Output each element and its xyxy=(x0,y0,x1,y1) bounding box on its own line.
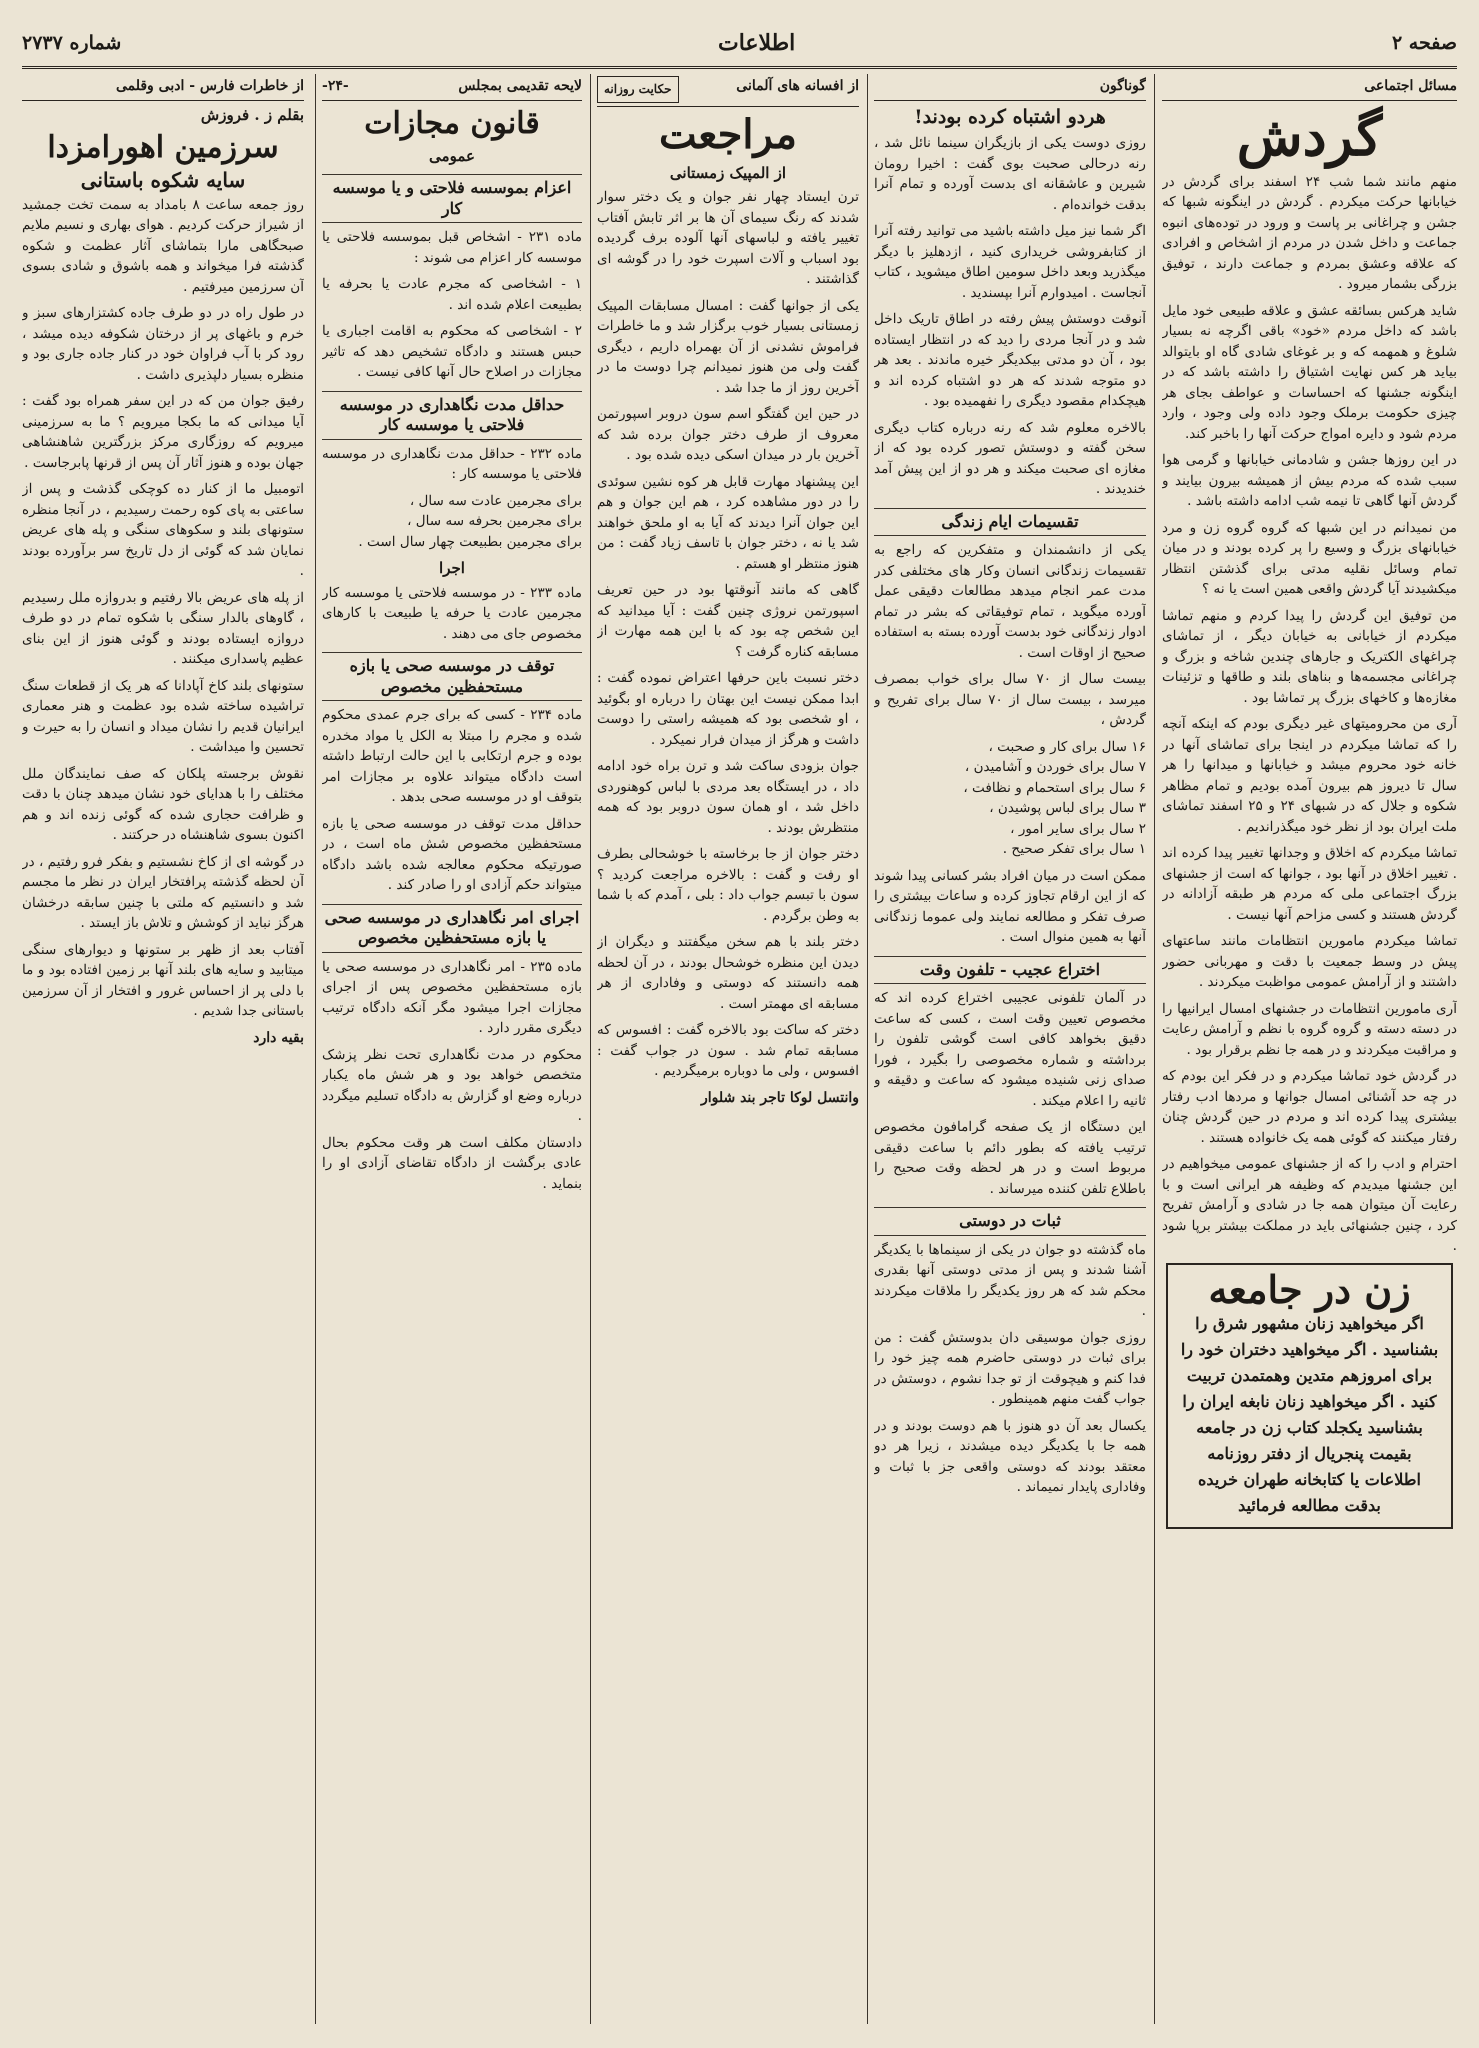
article-paragraph: حداقل مدت توقف در موسسه صحی یا بازه مستحفظین مخصوص شش ماه است ، در صورتیکه محکوم معالجه شده باشد دادگاه میتواند حکم آزادی او را صادر کند . xyxy=(322,815,582,893)
list-line: برای مجرمین بحرفه سه سال ، xyxy=(407,513,582,529)
article-paragraph: یکی از دانشمندان و متفکرین که راجع به تقسیمات زندگانی انسان وکار های مختلفی کدر مدت عمر انجام میدهد مطالعات دقیقی عمل آورده میگوید ، تمام توفیقاتی که بشر در تمام ادوار زندگانی خود بدست آورده بسته به استفاده صحیح از اوقات است . xyxy=(874,542,1146,661)
article-paragraph: منهم مانند شما شب ۲۴ اسفند برای گردش در خیابانها حرکت میکردم . گردش در اینگونه شبها که جشن و چراغانی بر پاست و ورود در توده‌های انبوه جماعت و داخل شدن در مردم از اشخاص و افرادی که علاقه وعشق بمردم و جماعت دارند ، توفیق بزرگی بشمار میرود . xyxy=(1162,173,1457,293)
section-subhead: ثبات در دوستی xyxy=(874,1207,1146,1236)
article-paragraph: بالاخره معلوم شد که رنه درباره کتاب دیگری سخن گفته و دوستش تصور کرده بود که از مغازه ای صحبت میکند و هر دو از این پیش آمد خندیدند . xyxy=(874,419,1146,498)
list-line: ۲ سال برای سایر امور ، xyxy=(1010,820,1146,837)
article-paragraph: در گوشه ای از کاخ نشستیم و بفکر فرو رفتیم ، در آن لحظه گذشته پرافتخار ایران در نظر ما مجسم شد و دانستیم که ملتی با چنین سابقه درخشان هرگز نباید از کوشش و تلاش باز ایستد . xyxy=(22,853,304,931)
page-number: صفحه ۲ xyxy=(1391,32,1457,54)
article-headline: هردو اشتباه کرده بودند! xyxy=(914,105,1106,128)
list-line: ۱۶ سال برای کار و صحبت ، xyxy=(988,738,1146,755)
column-kicker: مسائل اجتماعی xyxy=(1162,74,1457,101)
article-paragraph: این پیشنهاد مهارت قابل هر کوه نشین سوئدی را در دور مشاهده کرد ، هم این جوان و هم این جوان آنرا دیدند که آیا به او ملحق خواهند شد یا نه ، دختر جوان با تاسف زیاد گفت : من هنوز منتظر او هستم . xyxy=(597,473,859,572)
article-paragraph: ماه گذشته دو جوان در یکی از سینماها با یکدیگر آشنا شدند و پس از مدتی دوستی آنها بقدری محکم شد که هر روز یکدیگر را ملاقات میکردند . xyxy=(874,1241,1146,1320)
column-kicker: از افسانه های آلمانی حکایت روزانه xyxy=(597,74,859,107)
article-paragraph: ماده ۲۳۳ - در موسسه فلاحتی یا موسسه کار مجرمین عادت یا حرفه یا طبیعت با کارهای مخصوص جای می دهند . xyxy=(322,584,582,642)
advertisement-text: اگر میخواهید زنان مشهور شرق را بشناسید . اگر میخواهید دختران خود را برای امروزهم متدین وهمتمدن تربیت کنید . اگر میخواهید زنان نابغه ایران را بشناسید یکجلد کتاب زن در جامعه بقیمت پنجریال از دفتر روزنامه اطلاعات یا کتابخانه طهران خریده بدقت مطالعه فرمائید xyxy=(1180,1313,1439,1515)
article-paragraph: آری من محرومیتهای غیر دیگری بودم که اینکه آنچه را که تماشا میکردم در اینجا برای تماشای آنها در خانه خود محروم میشد و خیابانها و میدانها را هر سال تا دیروز هم بیرون آمده بودیم و تمام مظاهر شکوه و جلال که در شبهای ۲۴ و ۲۵ اسفند تماشای ملت ایران بود از نظر خود میگذراندیم . xyxy=(1162,716,1457,835)
column-miscellaneous xyxy=(874,74,1146,2024)
column-kicker: گوناگون xyxy=(874,74,1146,101)
column-divider xyxy=(315,74,316,2024)
article-paragraph: آنوقت دوستش پیش رفته در اطاق تاریک داخل شد و در آنجا مردی را دید که در انتظار ایستاده بود ، آن دو مدتی بیکدیگر خیره ماندند . بعد هر دو متوجه شدند که هر دو اشتباه کرده اند و هیچکدام مقصود دیگری را نفهمیده بود . xyxy=(874,311,1146,410)
article-paragraph: ترن ایستاد چهار نفر جوان و یک دختر سوار شدند که رنگ سیمای آن ها بر اثر تابش آفتاب تغییر یافته و لباسهای آنها آلوده برف گردیده بود اسباب و آلات اسپرت خود را در گوشه ای گذاشتند . xyxy=(597,189,859,287)
article-paragraph: اگر شما نیز میل داشته باشید می توانید رفته آنرا از کتابفروشی خریداری کنید ، ازدهلیز با دیگر میگذرید وبعد داخل سومین اطاق میشوید ، کتاب آنجاست . امیدوارم آنرا بپسندید . xyxy=(874,223,1146,301)
issue-number: شماره ۲۷۳۷ xyxy=(22,32,122,54)
article-paragraph: دختر که ساکت بود بالاخره گفت : افسوس که مسابقه تمام شد . سون در جواب گفت : افسوس ، ولی ما دوباره برمیگردیم . xyxy=(597,1022,859,1079)
column-penal-code xyxy=(322,74,582,2024)
article-paragraph: یکی از جوانها گفت : امسال مسابقات المپیک زمستانی بسیار خوب برگزار شد و ما خاطرات فراموش نشدنی از آن بهمراه داریم ، دیگری گفت ولی من هنوز نمیدانم چرا دوست ما در آخرین روز از ما جدا شد . xyxy=(597,297,859,396)
masthead xyxy=(22,20,1457,69)
article-headline: سرزمین اهورامزدا xyxy=(47,130,279,165)
article-paragraph: یکسال بعد آن دو هنوز با هم دوست بودند و در همه جا با یکدیگر دیده میشدند ، زیرا هر دو معتقد بودند که دوستی واقعی جز با ثبات و وفاداری پایدار نمیماند . xyxy=(874,1417,1146,1496)
article-byline: از المپیک زمستانی xyxy=(669,163,787,182)
article-paragraph: در گردش خود تماشا میکردم و در فکر این بودم که در چه حد آشنائی امسال جوانها و مردها ادب رفتار بیشتری پیدا کرده اند و مردم در حین گردش چنان رفتار میکنند که گوئی همه یک خانواده هستند . xyxy=(1162,1068,1457,1146)
article-paragraph: ماده ۲۳۲ - حداقل مدت نگاهداری در موسسه فلاحتی یا موسسه کار : xyxy=(322,445,582,482)
article-headline: گردش xyxy=(1236,103,1383,168)
section-label: اجرا xyxy=(439,559,465,577)
daily-story-stamp: حکایت روزانه xyxy=(597,76,679,103)
article-paragraph: روزی جوان موسیقی دان بدوستش گفت : من برای ثبات در دوستی حاضرم همه چیز خود را فدا کنم و هیچوقت از تو جدا نشوم ، دوستش در جواب گفت منهم همینطور . xyxy=(874,1329,1146,1408)
article-paragraph: در این روزها جشن و شادمانی خیابانها و گرمی هوا سبب شده که مردم بیش از همیشه بیرون بیایند و گردش آنها گاهی تا نیمه شب ادامه داشته باشد . xyxy=(1162,452,1457,510)
section-subhead: اجرای امر نگاهداری در موسسه صحی یا بازه مستحفظین مخصوص xyxy=(322,904,582,953)
list-line: ۱ سال برای تفکر صحیح . xyxy=(1002,841,1146,858)
article-paragraph: در طول راه در دو طرف جاده کشتزارهای سبز و خرم و باغهای پر از درختان شکوفه دیده میشد ، رود کر با آب فراوان خود در کنار جاده جاری بود و منظره بسیار دلپذیری داشت . xyxy=(22,305,304,383)
article-subtitle: سایه شکوه باستانی xyxy=(80,168,246,192)
column-social-issues xyxy=(1162,74,1457,2024)
section-label: عمومی xyxy=(429,146,475,165)
list-line: ۶ سال برای استحمام و نظافت ، xyxy=(963,779,1146,796)
list-line: برای مجرمین بطبیعت چهار سال است . xyxy=(358,533,582,550)
article-paragraph: رفیق جوان من که در این سفر همراه بود گفت : آیا میدانی که ما بکجا میرویم ؟ ما به سرزمینی میرویم که روزگاری مرکز بزرگترین شاهنشاهی جهان بوده و هنوز آثار آن پس از قرنها پابرجاست . xyxy=(22,393,304,471)
article-paragraph: تماشا میکردم که اخلاق و وجدانها تغییر پیدا کرده اند . تغییر اخلاق در آنها بود ، جوانها که است از جشنهای بزرگ اجتماعی ملی که مردم هر طبقه آزادانه در گردش هستند و کسی مزاحم آنها نیست . xyxy=(1162,845,1457,923)
article-paragraph: آری مامورین انتظامات در جشنهای امسال ایرانیها را در دسته دسته و گروه گروه با نظم و آرامش رعایت و مراقبت میکردند و در همه جا نظم برقرار بود . xyxy=(1162,1000,1457,1058)
column-divider xyxy=(867,74,868,2024)
article-paragraph: ماده ۲۳۵ - امر نگاهداری در موسسه صحی یا بازه مستحفظین مخصوص پس از اجرای مجازات اجرا میشود مگر آنکه دادگاه ترتیب دیگری مقرر دارد . xyxy=(322,958,582,1036)
article-paragraph: من نمیدانم در این شبها که گروه گروه زن و مرد خیابانهای بزرگ و وسیع را پر کرده بودند و در میان تمام وسائل نقلیه مدتی برای گذشتن انتظار میکشیدند آیا گردش واقعی همین است یا نه ؟ xyxy=(1162,519,1457,598)
column-travel-memoir xyxy=(22,74,304,2024)
article-paragraph: احترام و ادب را که از جشنهای عمومی میخواهیم در این جشنها میدیدم که وظیفه هر ایرانی است و با رعایت آن میتوان همه جا در شادی و آرامش تفریح کرد ، چنین جشنهائی باید در مملکت بیشتر برپا شود . xyxy=(1162,1156,1457,1255)
article-paragraph: در حین این گفتگو اسم سون دروبر اسپورتمن معروف از طرف دختر جوان برده شد که آخرین بار در میدان اسکی دیده شده بود . xyxy=(597,406,859,463)
article-paragraph: روز جمعه ساعت ۸ بامداد به سمت تخت جمشید از شیراز حرکت کردیم . هوای بهاری و نسیم ملایم صبحگاهی مارا بتماشای آثار عظمت و شکوه گذشته فرا میخواند و همه باشوق و شادی بسوی آن سرزمین میرفتیم . xyxy=(22,196,304,295)
section-subhead: حداقل مدت نگاهداری در موسسه فلاحتی یا موسسه کار xyxy=(322,391,582,440)
column-kicker: لایحه تقدیمی بمجلس -۲۴- xyxy=(322,74,582,101)
article-paragraph: دختر نسبت باین حرفها اعتراض نموده گفت : ابدا ممکن نیست این بهتان را درباره او بگوئید ، او شخصی بود که همیشه راستی را دوست داشت و هرگز از میدان فرار نمیکرد . xyxy=(597,670,859,748)
list-line: برای مجرمین عادت سه سال ، xyxy=(409,492,582,509)
article-headline: مراجعت xyxy=(659,110,797,158)
newspaper-page xyxy=(22,20,1457,2030)
section-subhead: تقسیمات ایام زندگی xyxy=(874,508,1146,537)
article-paragraph: دختر جوان از جا برخاسته با خوشحالی بطرف او رفت و گفت : بالاخره مراجعت کردید ؟ سون با تبسم جواب داد : بلی ، آمدم که با شما به وطن برگردم . xyxy=(597,846,859,924)
article-paragraph: دادستان مکلف است هر وقت محکوم بحال عادی برگشت از دادگاه تقاضای آزادی او را بنماید . xyxy=(322,1134,582,1192)
section-subhead: توقف در موسسه صحی یا بازه مستحفظین مخصوص xyxy=(322,652,582,701)
column-kicker: از خاطرات فارس - ادبی وقلمی xyxy=(22,74,304,101)
article-headline: قانون مجازات xyxy=(364,105,540,141)
article-paragraph: تماشا میکردم مامورین انتظامات مانند ساعتهای پیش در وسط جمعیت با دقت و مهربانی حضور داشتند و از آرامش عمومی مواظبت میکردند . xyxy=(1162,933,1457,991)
article-paragraph: جوان بزودی ساکت شد و ترن براه خود ادامه داد ، در ایستگاه بعد مردی با لباس کوهنوردی داخل شد ، او همان سون دروبر بود که همه منتظرش بودند . xyxy=(597,758,859,836)
section-subhead: اختراع عجیب - تلفون وقت xyxy=(874,956,1146,985)
article-paragraph: ستونهای بلند کاخ آپادانا که هر یک از قطعات سنگ تراشیده ساخته شده بود عظمت و هنر معماری ایرانیان قدیم را نشان میداد و انسان را به حیرت و تحسین وا میداشت . xyxy=(22,677,304,755)
article-paragraph: من توفیق این گردش را پیدا کردم و منهم تماشا میکردم از خیابانی به خیابان دیگر ، از تماشای چراغهای الکتریک و جارهای چندین شاخه و بزرگ و چراغانی مجسمه‌ها و بناهای بلند و طاقها و تزئینات مغازه‌ها و کاخهای بزرگ پر تماشا بود . xyxy=(1162,607,1457,706)
column-german-tales xyxy=(597,74,859,2024)
article-paragraph: نقوش برجسته پلکان که صف نمایندگان ملل مختلف را با هدایای خود نشان میدهد چنان با دقت و ظرافت حجاری شده که گوئی زنده اند و هم اکنون بسوی شاهنشاه در حرکتند . xyxy=(22,765,304,843)
article-paragraph: ممکن است در میان افراد بشر کسانی پیدا شوند که از این ارقام تجاوز کرده و ساعات بیشتری را صرف تفکر و مطالعه نمایند ولی عموما زندگانی آنها به همین منوال است . xyxy=(874,867,1146,946)
article-paragraph: بیست سال از ۷۰ سال برای خواب بمصرف میرسد ، بیست سال از ۷۰ سال برای تفریح و گردش ، xyxy=(874,671,1146,729)
column-divider xyxy=(1154,74,1155,2024)
advertisement-title: زن در جامعه xyxy=(1208,1266,1411,1312)
article-paragraph: این دستگاه از یک صفحه گرامافون مخصوص ترتیب یافته که بطور دائم با ساعت دقیقی مربوط است و در هر لحظه وقت صحیح را باطلاع تلفن کننده میرساند . xyxy=(874,1119,1146,1197)
article-paragraph: از پله های عریض بالا رفتیم و بدروازه ملل رسیدیم ، گاوهای بالدار سنگی با شکوه تمام در دو طرف دروازه ایستاده بودند و گوئی هنوز از این بنای عظیم پاسداری میکنند . xyxy=(22,589,304,667)
article-paragraph: اتومبیل ما از کنار ده کوچکی گذشت و پس از ساعتی به پای کوه رحمت رسیدیم ، در آنجا منظره ستونهای بلند و سکوهای سنگی و پله های عریض نمایان شد که گوئی از دل تاریخ سر برآورده بودند . xyxy=(22,481,304,579)
advertisement-box xyxy=(1166,1263,1453,1529)
section-subhead: اعزام بموسسه فلاحتی و یا موسسه کار xyxy=(322,174,582,223)
article-paragraph: آفتاب بعد از ظهر بر ستونها و دیوارهای سنگی میتابید و سایه های بلند آنها بر زمین افتاده بود و ما با دلی پر از احساس غرور و افتخار از آن سرزمین باستانی جدا شدیم . xyxy=(22,941,304,1019)
article-credit: وانتسل لوکا تاجر بند شلوار xyxy=(700,1089,859,1106)
continued-note: بقیه دارد xyxy=(253,1029,304,1046)
newspaper-name: اطلاعات xyxy=(717,30,796,56)
article-paragraph: روزی دوست یکی از بازیگران سینما نائل شد ، رنه درحالی صحبت بوی گفت : اخیرا رومان شیرین و عاشقانه ای بدست آورده و تمام آنرا بدقت خوانده‌ام . xyxy=(874,135,1146,213)
article-byline: بقلم ز . فروزش xyxy=(200,105,304,124)
article-paragraph: در آلمان تلفونی عجیبی اختراع کرده اند که مخصوص تعیین وقت است ، کسی که ساعت دقیق بخواهد کافی است گوشی تلفون را برداشته و شماره مخصوصی را بگیرد ، فورا صدای زنی شنیده میشود که ساعت و دقیقه و ثانیه را اعلام میکند . xyxy=(874,990,1146,1109)
article-paragraph: محکوم در مدت نگاهداری تحت نظر پزشک متخصص خواهد بود و هر شش ماه یکبار درباره وضع او گزارش به دادگاه تسلیم میگردد . xyxy=(322,1046,582,1124)
article-paragraph: ۱ - اشخاصی که مجرم عادت یا بحرفه یا بطبیعت اعلام شده اند . xyxy=(322,276,582,313)
article-paragraph: ماده ۲۳۱ - اشخاص قبل بموسسه فلاحتی یا موسسه کار اعزام می شوند : xyxy=(322,229,582,266)
list-line: ۳ سال برای لباس پوشیدن ، xyxy=(989,800,1146,817)
installment-number: -۲۴- xyxy=(322,78,349,94)
list-line: ۷ سال برای خوردن و آشامیدن ، xyxy=(964,759,1146,776)
article-paragraph: گاهی که مانند آنوقتها بود در حین تعریف اسپورتمن نروژی چنین گفت : آیا میدانید که این شخص چه بود که با این همه مهارت از مسابقه کناره گرفت ؟ xyxy=(597,582,859,660)
article-paragraph: دختر بلند با هم سخن میگفتند و دیگران از دیدن این منظره خوشحال بودند ، در آن لحظه همه دانستند که دوستی و وفاداری از هر مسابقه ای مهمتر است . xyxy=(597,934,859,1012)
column-divider xyxy=(590,74,591,2024)
article-paragraph: ۲ - اشخاصی که محکوم به اقامت اجباری یا حبس هستند و دادگاه تشخیص دهد که تاثیر مجازات در اصلاح حال آنها کافی نیست . xyxy=(322,323,582,380)
article-paragraph: شاید هرکس بسائقه عشق و علاقه طبیعی خود مایل باشد که داخل مردم «خود» باقی اگرچه نه بسیار شلوغ و همهمه که و بر غوغای شادی گاه او بایتوالد بیاید هر کس نهایت اشتیاق را داشته باشد که در اینگونه جشنها که احساسات و عواطف بجای هر چیزی حکومت برملک وجود داده ولی وجود ، وارد مردم شود و دایره امواج حرکت آنها را باخبر کند. xyxy=(1162,302,1457,442)
article-paragraph: ماده ۲۳۴ - کسی که برای جرم عمدی محکوم شده و مجرم را مبتلا به الکل یا مواد مخدره بوده و جرم ارتکابی با این حالت ارتباط داشته است دادگاه میتواند علاوه بر مجازات امر بتوقف او در موسسه صحی بدهد . xyxy=(322,707,582,805)
